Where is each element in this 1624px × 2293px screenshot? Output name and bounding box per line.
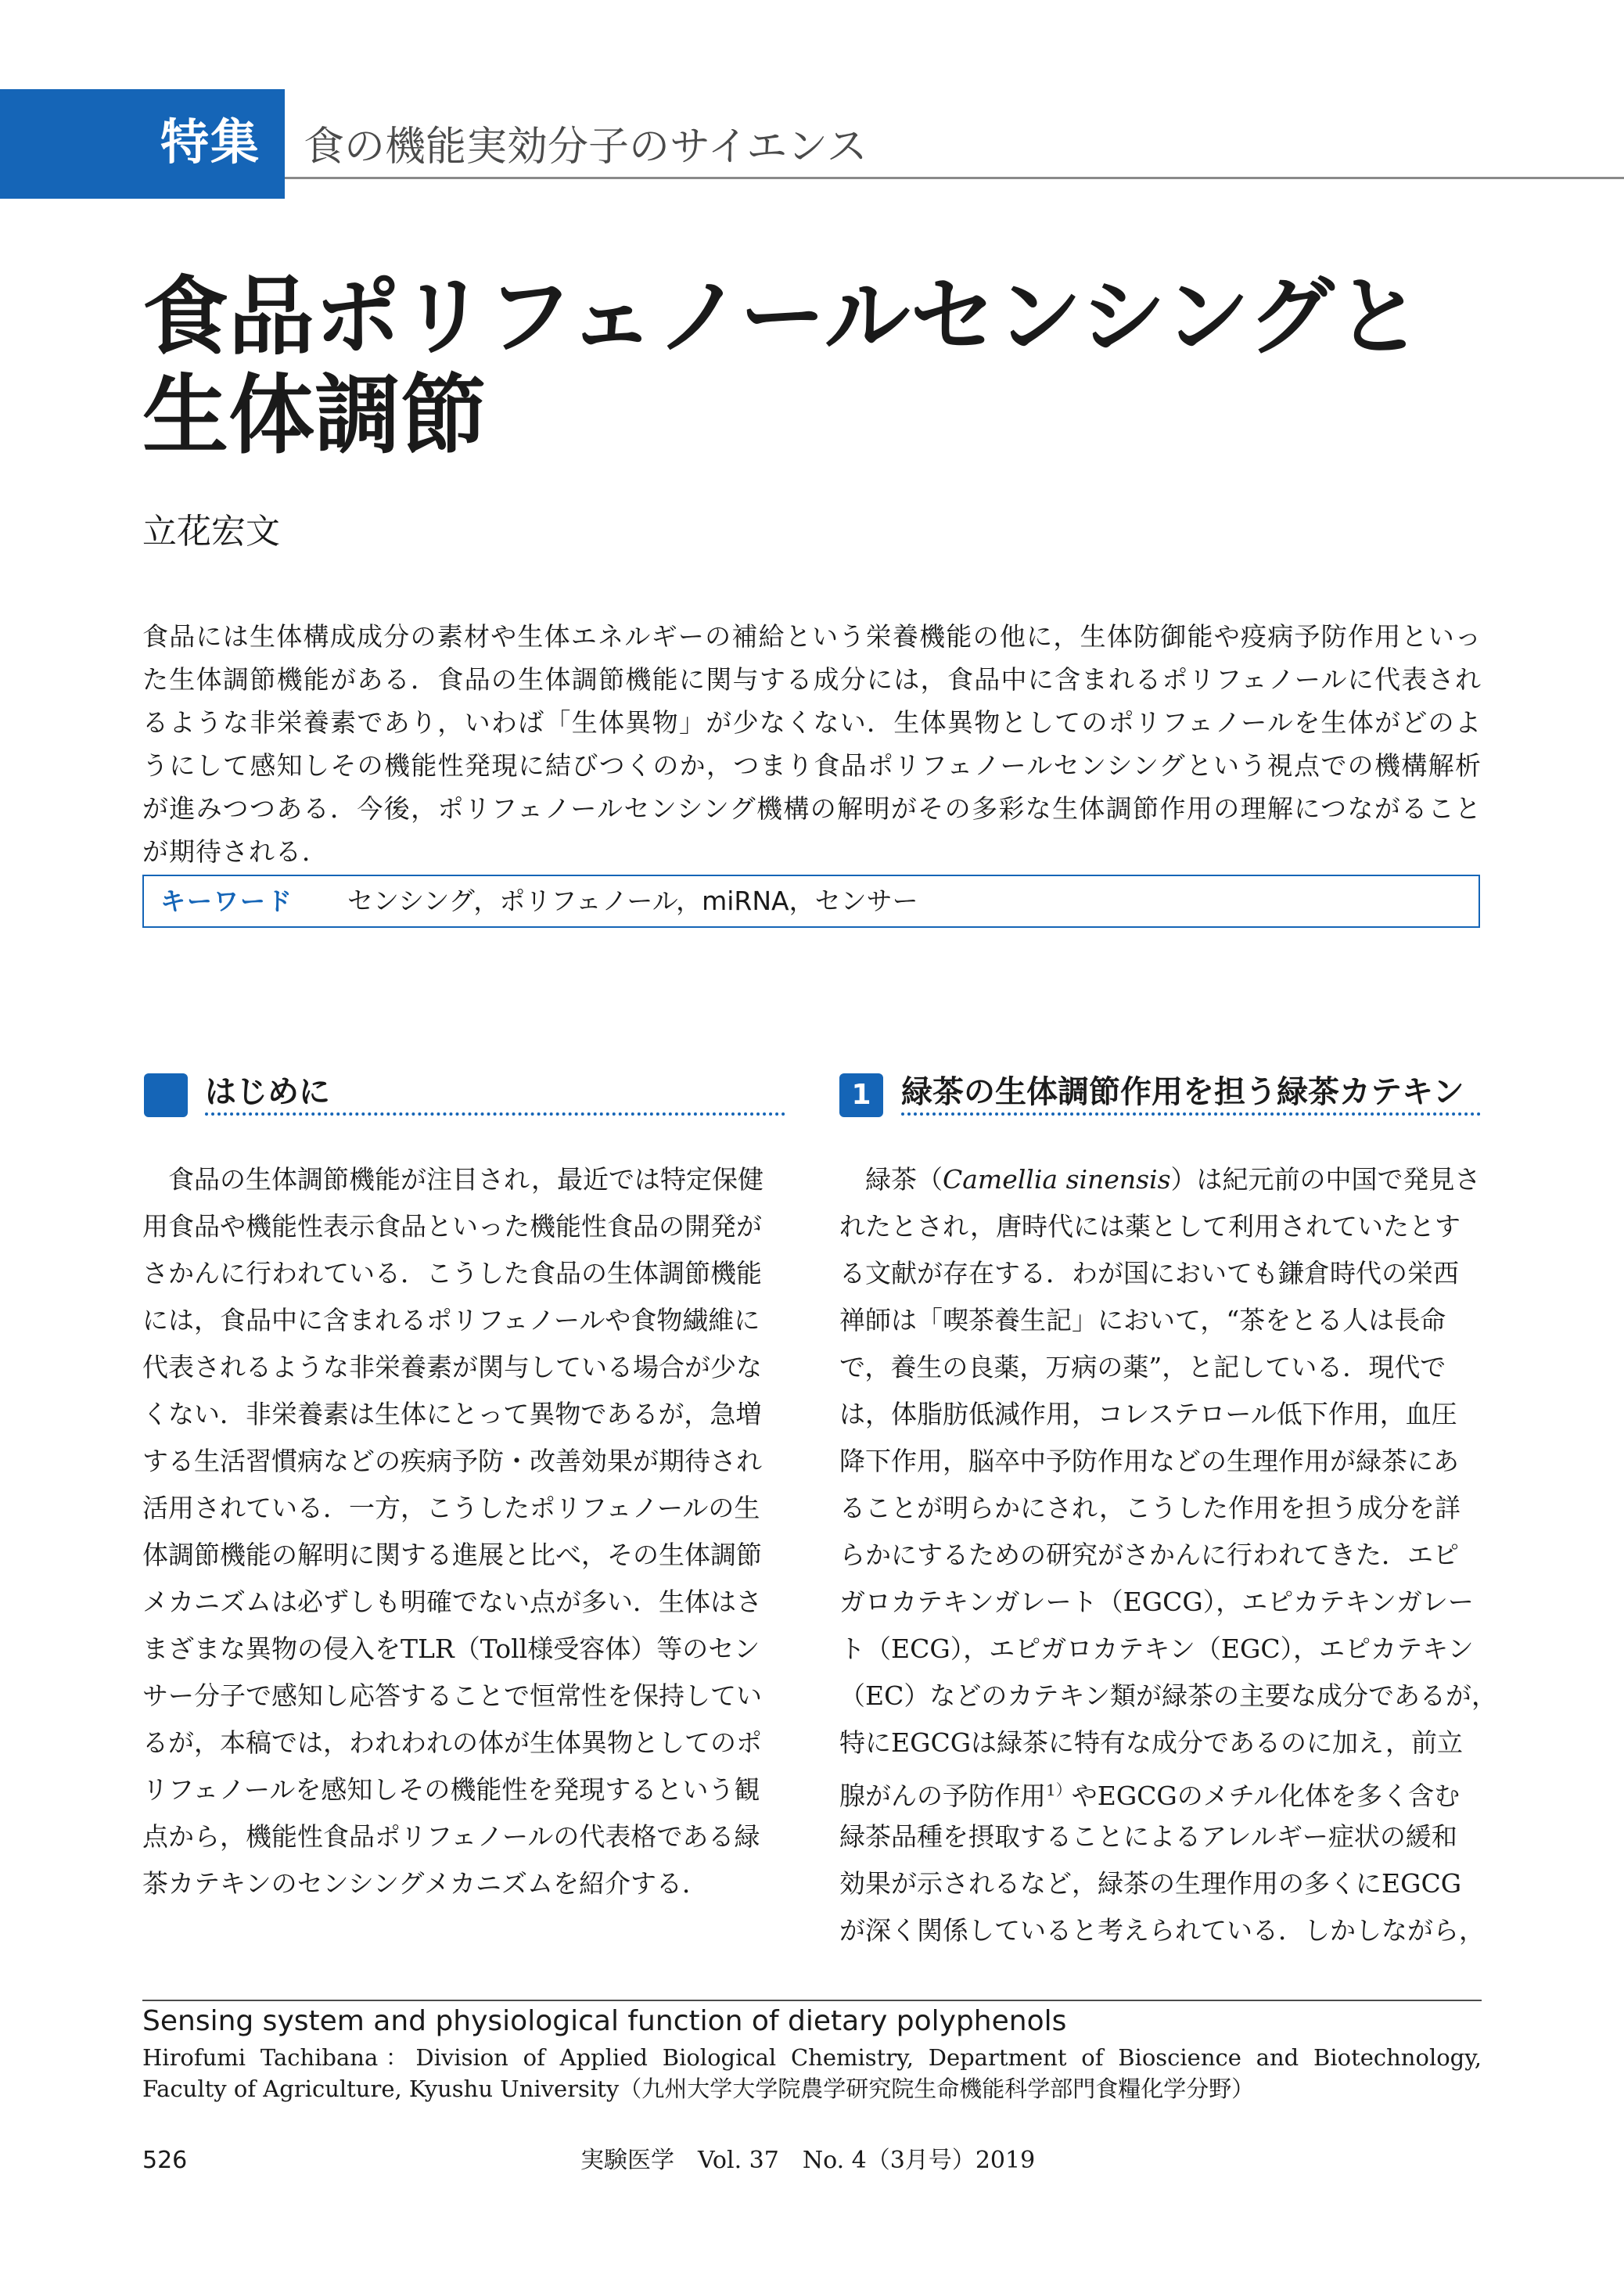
section-marker bbox=[144, 1073, 188, 1117]
english-title: Sensing system and physiological function of dietary polyphenols bbox=[142, 2005, 1067, 2037]
article-title-line-1: 食品ポリフェノールセンシングと bbox=[142, 267, 1422, 367]
body-line: は，体脂肪低減作用，コレステロール低下作用，血圧 bbox=[839, 1399, 1457, 1429]
body-line: ト（ECG），エピガロカテキン（EGC），エピカテキン bbox=[839, 1633, 1474, 1664]
footer-divider bbox=[142, 2000, 1482, 2001]
body-line: には，食品中に含まれるポリフェノールや食物繊維に bbox=[142, 1305, 760, 1335]
body-line: 代表されるような非栄養素が関与している場合が少な bbox=[142, 1352, 762, 1382]
body-line: で，養生の良薬，万病の薬”，と記している．現代で bbox=[839, 1352, 1446, 1382]
keywords-list: センシング，ポリフェノール，miRNA，センサー bbox=[347, 886, 918, 916]
body-line: ガロカテキンガレート（EGCG），エピカテキンガレー bbox=[839, 1587, 1474, 1617]
body-line: （EC）などのカテキン類が緑茶の主要な成分であるが， bbox=[839, 1680, 1498, 1711]
section-heading-green-tea: 緑茶の生体調節作用を担う緑茶カテキン bbox=[901, 1074, 1464, 1110]
body-line: 特にEGCGは緑茶に特有な成分であるのに加え，前立 bbox=[839, 1727, 1464, 1758]
body-text: ）は紀元前の中国で発見さ bbox=[1170, 1164, 1481, 1195]
feature-tag: 特集 bbox=[160, 113, 261, 171]
section-underline bbox=[901, 1112, 1481, 1116]
reference-marker[interactable]: 1） bbox=[1046, 1781, 1072, 1799]
body-line: する生活習慣病などの疾病予防・改善効果が期待され bbox=[142, 1446, 762, 1476]
body-line: る文献が存在する．わが国においても鎌倉時代の栄西 bbox=[839, 1258, 1459, 1288]
author-name: 立花宏文 bbox=[142, 512, 280, 552]
body-line: ることが明らかにされ，こうした作用を担う成分を詳 bbox=[839, 1493, 1461, 1523]
body-line: さかんに行われている．こうした食品の生体調節機能 bbox=[142, 1258, 762, 1288]
body-line: 茶カテキンのセンシングメカニズムを紹介する． bbox=[142, 1868, 709, 1899]
body-line: 効果が示されるなど，緑茶の生理作用の多くにEGCG bbox=[839, 1868, 1462, 1899]
article-title-line-2: 生体調節 bbox=[142, 365, 487, 465]
body-line-with-reference bbox=[839, 1774, 1460, 1812]
header-divider bbox=[285, 177, 1624, 179]
body-line: 禅師は「喫茶養生記」において，“茶をとる人は長命 bbox=[839, 1305, 1446, 1335]
body-line: 体調節機能の解明に関する進展と比べ，その生体調節 bbox=[142, 1540, 762, 1570]
body-line: サー分子で感知し応答することで恒常性を保持してい bbox=[142, 1680, 762, 1711]
article-title bbox=[142, 268, 1488, 465]
section-heading-intro: はじめに bbox=[205, 1074, 330, 1110]
section-underline bbox=[205, 1112, 785, 1116]
species-name: Camellia sinensis bbox=[943, 1164, 1171, 1195]
author-affiliation: Hirofumi Tachibana：Division of Applied Biological Chemistry, Department of Bioscience and Biotechnology, Faculty of Agriculture, Kyushu University（九州大学大学院農学研究院生命機能科学部門食糧化学分野） bbox=[142, 2044, 1482, 2102]
body-line: くない．非栄養素は生体にとって異物であるが，急増 bbox=[142, 1399, 762, 1429]
abstract: 食品には生体構成成分の素材や生体エネルギーの補給という栄養機能の他に，生体防御能や疫病予防作用といった生体調節機能がある．食品の生体調節機能に関与する成分には，食品中に含まれるポリフェノールに代表されるような非栄養素であり，いわば「生体異物」が少なくない．生体異物としてのポリフェノールを生体がどのようにして感知しその機能性発現に結びつくのか，つまり食品ポリフェノールセンシングという視点での機構解析が進みつつある．今後，ポリフェノールセンシング機構の解明がその多彩な生体調節作用の理解につながることが期待される． bbox=[142, 621, 1482, 867]
section-number-badge: 1 bbox=[839, 1073, 883, 1117]
body-line: らかにするための研究がさかんに行われてきた．エピ bbox=[839, 1540, 1459, 1570]
body-line: 降下作用，脳卒中予防作用などの生理作用が緑茶にあ bbox=[839, 1446, 1459, 1476]
body-line: 活用されている．一方，こうしたポリフェノールの生 bbox=[142, 1493, 760, 1523]
body-line: 緑茶品種を摂取することによるアレルギー症状の緩和 bbox=[839, 1821, 1457, 1852]
body-line: 用食品や機能性表示食品といった機能性食品の開発が bbox=[142, 1211, 762, 1242]
page-number: 526 bbox=[142, 2147, 188, 2174]
body-line: が深く関係していると考えられている．しかしながら， bbox=[839, 1915, 1485, 1946]
body-line: メカニズムは必ずしも明確でない点が多い．生体はさ bbox=[142, 1587, 762, 1617]
series-title: 食の機能実効分子のサイエンス bbox=[304, 124, 868, 171]
body-line-with-species bbox=[839, 1164, 1481, 1195]
body-text: やEGCGのメチル化体を多く含む bbox=[1071, 1781, 1461, 1811]
body-text: 緑茶（ bbox=[839, 1164, 943, 1195]
body-line: リフェノールを感知しその機能性を発現するという観 bbox=[142, 1774, 760, 1805]
body-text: 腺がんの予防作用 bbox=[839, 1781, 1046, 1811]
body-line: るが，本稿では，われわれの体が生体異物としてのポ bbox=[142, 1727, 762, 1758]
journal-info: 実験医学 Vol. 37 No. 4（3月号）2019 bbox=[580, 2147, 1036, 2174]
body-line: まざまな異物の侵入をTLR（Toll様受容体）等のセン bbox=[142, 1633, 760, 1664]
keywords-label: キーワード bbox=[160, 886, 294, 916]
body-line: 食品の生体調節機能が注目され，最近では特定保健 bbox=[142, 1164, 763, 1195]
body-line: 点から，機能性食品ポリフェノールの代表格である緑 bbox=[142, 1821, 760, 1852]
body-line: れたとされ，唐時代には薬として利用されていたとす bbox=[839, 1211, 1461, 1242]
